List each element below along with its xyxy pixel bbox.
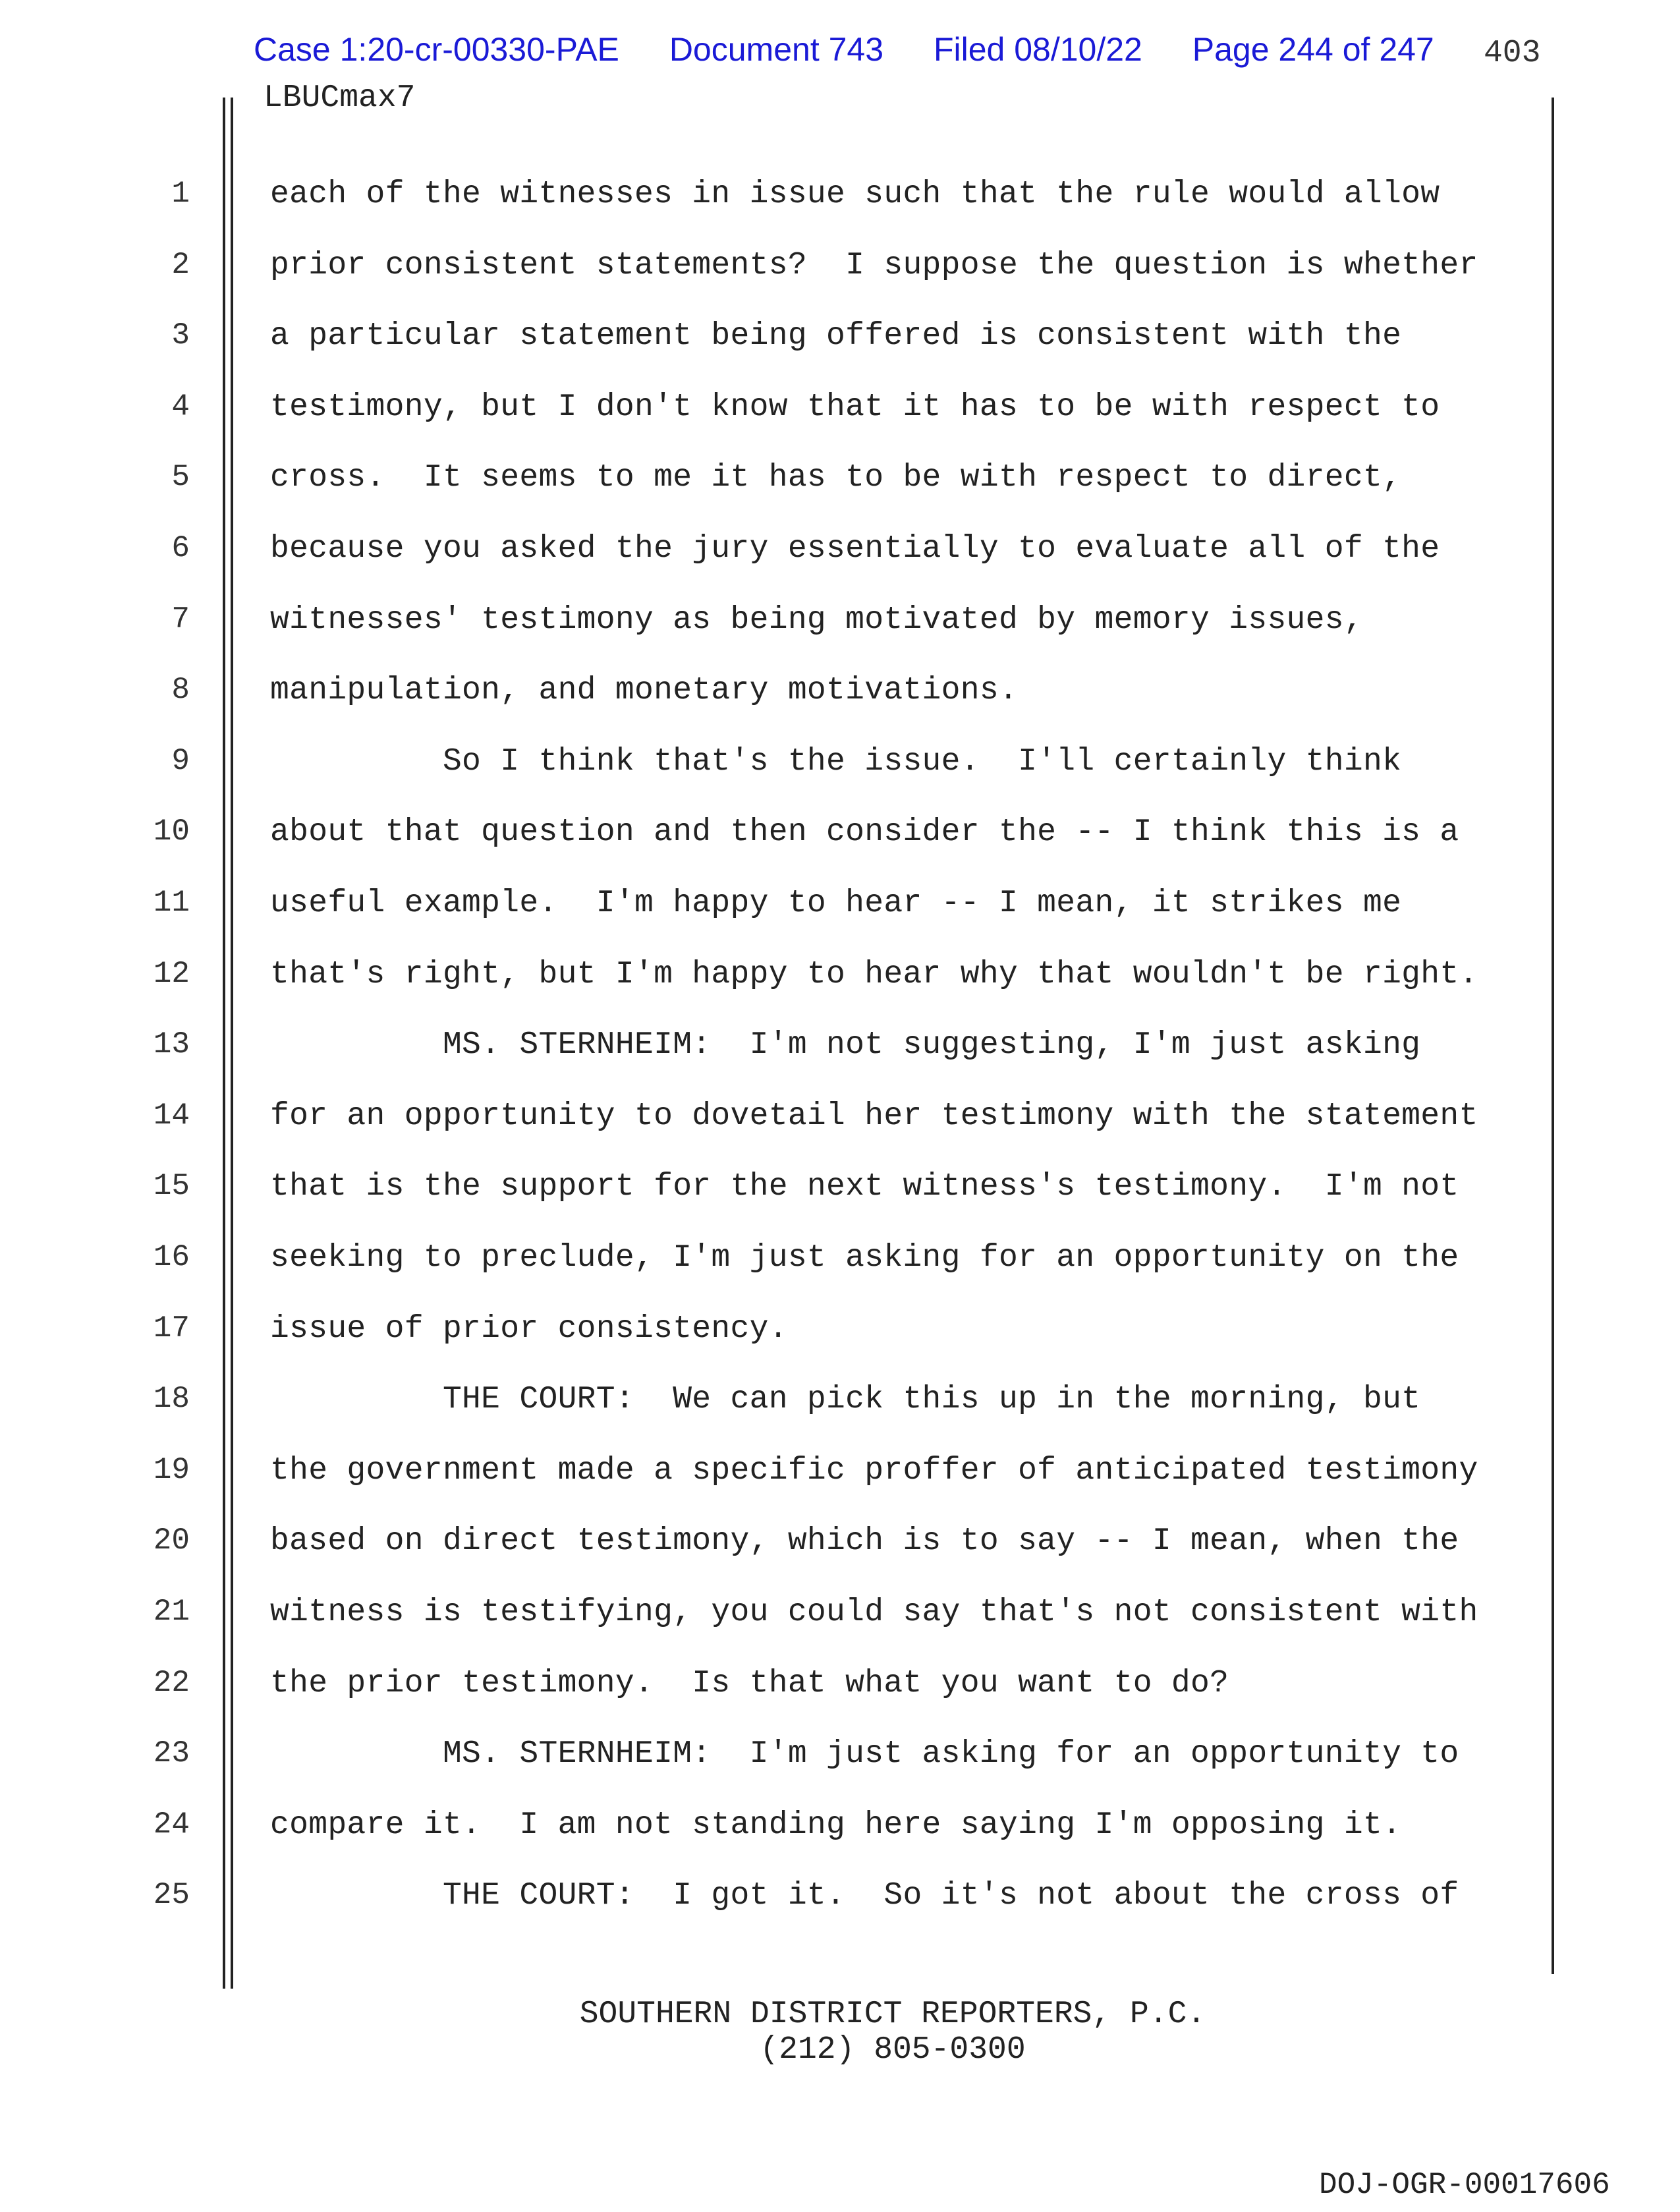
line-number: 2 <box>171 247 190 282</box>
line-text: the government made a specific proffer of anticipated testimony <box>270 1452 1478 1489</box>
transcript-line <box>0 460 1581 531</box>
line-number: 8 <box>171 673 190 708</box>
line-number: 22 <box>153 1665 190 1700</box>
line-text: witness is testifying, you could say that's not consistent with <box>270 1595 1478 1630</box>
line-text: manipulation, and monetary motivations. <box>270 673 1019 709</box>
filed-date: Filed 08/10/22 <box>933 31 1142 68</box>
line-text: testimony, but I don't know that it has to be with respect to <box>270 389 1440 425</box>
line-number: 19 <box>153 1452 190 1487</box>
line-text: the prior testimony. Is that what you want to do? <box>270 1665 1229 1701</box>
transcript-line <box>0 177 1581 248</box>
transcript-line <box>0 886 1581 957</box>
line-number: 21 <box>153 1595 190 1629</box>
line-text: THE COURT: I got it. So it's not about the cross of <box>270 1878 1459 1914</box>
transcript-page-number: 403 <box>1484 36 1541 71</box>
line-number: 17 <box>153 1311 190 1346</box>
line-text: witnesses' testimony as being motivated by memory issues, <box>270 602 1363 638</box>
line-number: 3 <box>171 318 190 353</box>
line-text: prior consistent statements? I suppose the question is whether <box>270 247 1478 283</box>
line-number: 10 <box>153 814 190 849</box>
reporter-firm: SOUTHERN DISTRICT REPORTERS, P.C. <box>579 1997 1206 2032</box>
line-text: seeking to preclude, I'm just asking for an opportunity on the <box>270 1240 1459 1276</box>
line-number: 13 <box>153 1027 190 1062</box>
bates-number: DOJ-OGR-00017606 <box>1319 2168 1610 2202</box>
line-text: that is the support for the next witness's testimony. I'm not <box>270 1169 1459 1205</box>
line-text: based on direct testimony, which is to say -- I mean, when the <box>270 1523 1459 1560</box>
transcript-line <box>0 1523 1581 1595</box>
line-text: MS. STERNHEIM: I'm just asking for an opportunity to <box>270 1736 1459 1772</box>
reporter-phone: (212) 805-0300 <box>760 2032 1026 2068</box>
line-text: because you asked the jury essentially to evaluate all of the <box>270 531 1440 567</box>
transcript-line <box>0 1736 1581 1807</box>
page-of-total: Page 244 of 247 <box>1192 31 1434 68</box>
transcript-id: LBUCmax7 <box>264 80 416 116</box>
transcript-line <box>0 248 1581 319</box>
transcript-line <box>0 531 1581 602</box>
transcript-line <box>0 1666 1581 1737</box>
line-number: 24 <box>153 1807 190 1842</box>
transcript-line <box>0 1807 1581 1879</box>
document-number: Document 743 <box>669 31 884 68</box>
case-number: Case 1:20-cr-00330-PAE <box>254 31 619 68</box>
line-text: a particular statement being offered is consistent with the <box>270 318 1402 354</box>
line-text: THE COURT: We can pick this up in the morning, but <box>270 1382 1421 1418</box>
line-number: 5 <box>171 460 190 495</box>
transcript-line <box>0 1098 1581 1170</box>
line-number: 7 <box>171 602 190 637</box>
line-text: useful example. I'm happy to hear -- I mean, it strikes me <box>270 886 1402 921</box>
line-number: 15 <box>153 1169 190 1204</box>
transcript-line <box>0 1453 1581 1524</box>
transcript-line <box>0 1240 1581 1311</box>
line-number: 18 <box>153 1382 190 1417</box>
court-filing-stamp <box>254 30 1475 69</box>
transcript-line <box>0 1878 1581 1949</box>
transcript-line <box>0 1027 1581 1098</box>
line-number: 14 <box>153 1098 190 1133</box>
transcript-line <box>0 1311 1581 1382</box>
line-number: 11 <box>153 886 190 920</box>
transcript-line <box>0 673 1581 744</box>
transcript-line <box>0 814 1581 886</box>
line-text: each of the witnesses in issue such that the rule would allow <box>270 177 1440 212</box>
line-number: 9 <box>171 743 190 778</box>
line-text: issue of prior consistency. <box>270 1311 788 1347</box>
line-text: for an opportunity to dovetail her testimony with the statement <box>270 1098 1478 1134</box>
line-text: cross. It seems to me it has to be with respect to direct, <box>270 460 1402 496</box>
transcript-line <box>0 1595 1581 1666</box>
line-number: 6 <box>171 531 190 565</box>
line-text: MS. STERNHEIM: I'm not suggesting, I'm just asking <box>270 1027 1421 1063</box>
line-text: compare it. I am not standing here saying I'm opposing it. <box>270 1807 1402 1843</box>
transcript-line <box>0 1382 1581 1453</box>
transcript-line <box>0 389 1581 461</box>
line-number: 1 <box>171 177 190 211</box>
line-number: 12 <box>153 956 190 991</box>
transcript-line <box>0 318 1581 389</box>
transcript-line <box>0 1169 1581 1240</box>
line-number: 20 <box>153 1523 190 1558</box>
line-number: 25 <box>153 1878 190 1913</box>
line-text: that's right, but I'm happy to hear why that wouldn't be right. <box>270 956 1478 992</box>
transcript-line <box>0 957 1581 1028</box>
transcript-line <box>0 602 1581 673</box>
transcript-line <box>0 744 1581 815</box>
line-text: about that question and then consider the -- I think this is a <box>270 814 1459 851</box>
line-number: 23 <box>153 1736 190 1771</box>
line-number: 16 <box>153 1240 190 1274</box>
line-text: So I think that's the issue. I'll certainly think <box>270 743 1402 780</box>
line-number: 4 <box>171 389 190 424</box>
